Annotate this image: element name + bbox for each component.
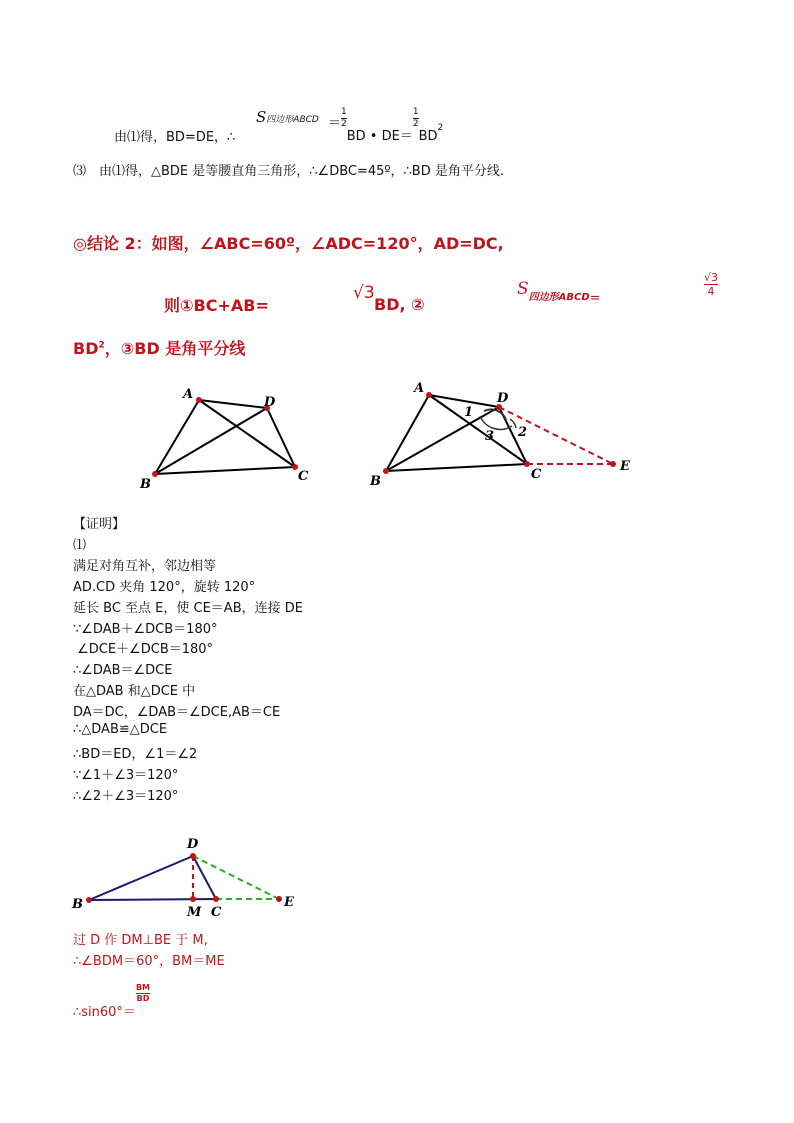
frac-num: √3 xyxy=(704,271,719,284)
sin60-prefix: ∴sin60°＝ xyxy=(73,1005,136,1020)
s-subscript-2: 四边形ABCD xyxy=(528,292,590,303)
label-angle-1: 1 xyxy=(464,405,474,420)
proof-line-8: DA＝DC，∠DAB＝∠DCE,AB＝CE xyxy=(73,705,281,720)
label-c: C xyxy=(298,469,309,484)
bm-over-bd xyxy=(136,984,150,1003)
conclusion-heading: ◎结论 2：如图，∠ABC=60º，∠ADC=120°，AD=DC, xyxy=(73,234,504,253)
s-symbol-2: S xyxy=(517,279,529,299)
top-line1-prefix: 由⑴得，BD=DE，∴ xyxy=(114,130,236,145)
proof-line-0: ⑴ xyxy=(73,538,87,553)
proof-line-3: 延长 BC 至点 E，使 CE＝AB，连接 DE xyxy=(73,601,303,616)
point-a xyxy=(196,397,202,403)
point-e-2 xyxy=(610,461,616,467)
label-d: D xyxy=(264,395,276,410)
bd-den: BD xyxy=(136,994,150,1003)
top-line-2: ⑶ 由⑴得，△BDE 是等腰直角三角形，∴∠DBC=45º，∴BD 是角平分线. xyxy=(73,164,504,179)
figure-3 xyxy=(60,830,310,920)
proof-line-5: ∠DCE＋∠DCB＝180° xyxy=(73,642,214,657)
point-m-3 xyxy=(190,896,196,902)
sqrt3: √3 xyxy=(353,283,375,303)
half-num: 1 xyxy=(341,107,347,117)
line3-sup: 2 xyxy=(98,340,105,351)
proof-line-4: ∵∠DAB＋∠DCB＝180° xyxy=(73,622,218,637)
label-c-3: C xyxy=(211,905,222,920)
line3-rest: ，③BD 是角平分线 xyxy=(104,339,246,358)
s-symbol: S xyxy=(256,108,267,126)
label-e-3: E xyxy=(284,895,294,910)
label-b: B xyxy=(140,477,151,492)
half-den: 2 xyxy=(341,119,347,129)
proof-line-7: 在△DAB 和△DCE 中 xyxy=(73,684,196,699)
half-fraction-2 xyxy=(413,108,419,129)
bottom-line-1: 过 D 作 DM⊥BE 于 M, xyxy=(73,933,208,948)
mid-text: BD • DE＝ xyxy=(346,129,413,144)
point-d-3 xyxy=(190,853,196,859)
proof-line-6: ∴∠DAB＝∠DCE xyxy=(73,663,173,678)
point-b-3 xyxy=(86,897,92,903)
line3-bd: BD xyxy=(73,339,99,358)
equals-sign: ＝ xyxy=(328,116,342,131)
figure-1 xyxy=(130,380,330,495)
proof-line-12: ∴∠2＋∠3＝120° xyxy=(73,789,179,804)
half-num-2: 1 xyxy=(412,107,419,117)
end-sup: 2 xyxy=(437,122,444,133)
sqrt3-over-4 xyxy=(704,272,718,297)
proof-line-11: ∵∠1＋∠3＝120° xyxy=(73,768,179,783)
proof-line-2: AD.CD 夹角 120°，旋转 120° xyxy=(73,580,256,595)
label-d-2: D xyxy=(497,391,509,406)
bottom-line-2: ∴∠BDM＝60°，BM＝ME xyxy=(73,954,225,969)
figure-2 xyxy=(360,370,640,490)
bottom-line-3 xyxy=(73,983,150,1020)
area-formula xyxy=(256,108,319,126)
proof-line-10: ∴BD＝ED，∠1＝∠2 xyxy=(73,747,198,762)
label-c-2: C xyxy=(531,467,542,482)
point-b xyxy=(152,471,158,477)
proof-title: 【证明】 xyxy=(73,517,126,532)
circle-two: ② xyxy=(411,295,425,314)
point-e-3 xyxy=(276,896,282,902)
frac-den: 4 xyxy=(707,285,715,298)
top-line-1 xyxy=(114,126,235,145)
equals-sign-2: = xyxy=(589,291,601,306)
label-angle-3: 3 xyxy=(485,429,495,444)
label-a-2: A xyxy=(414,381,425,396)
point-a-2 xyxy=(426,392,432,398)
label-a: A xyxy=(183,387,194,402)
conclusion-area xyxy=(517,279,601,306)
label-m-3: M xyxy=(187,905,202,920)
label-d-3: D xyxy=(187,837,199,852)
bd-label: BD, xyxy=(374,295,406,314)
label-b-2: B xyxy=(370,474,381,489)
bd-text xyxy=(374,295,425,314)
half-den-2: 2 xyxy=(412,119,419,129)
point-b-2 xyxy=(383,468,389,474)
conclusion-then: 则①BC+AB= xyxy=(164,296,269,315)
label-angle-2: 2 xyxy=(518,425,528,440)
label-b-3: B xyxy=(72,897,83,912)
conclusion-line-3 xyxy=(73,336,245,359)
point-c-2 xyxy=(524,461,530,467)
half-fraction xyxy=(341,108,347,129)
bm-num: BM xyxy=(135,983,150,992)
s-subscript: 四边形ABCD xyxy=(266,115,319,125)
end-text: BD xyxy=(418,129,438,144)
proof-line-9: ∴△DAB≌△DCE xyxy=(73,722,168,737)
proof-line-1: 满足对角互补，邻边相等 xyxy=(73,559,217,574)
point-c-3 xyxy=(213,896,219,902)
label-e-2: E xyxy=(620,459,630,474)
area-formula-rhs xyxy=(328,107,444,144)
